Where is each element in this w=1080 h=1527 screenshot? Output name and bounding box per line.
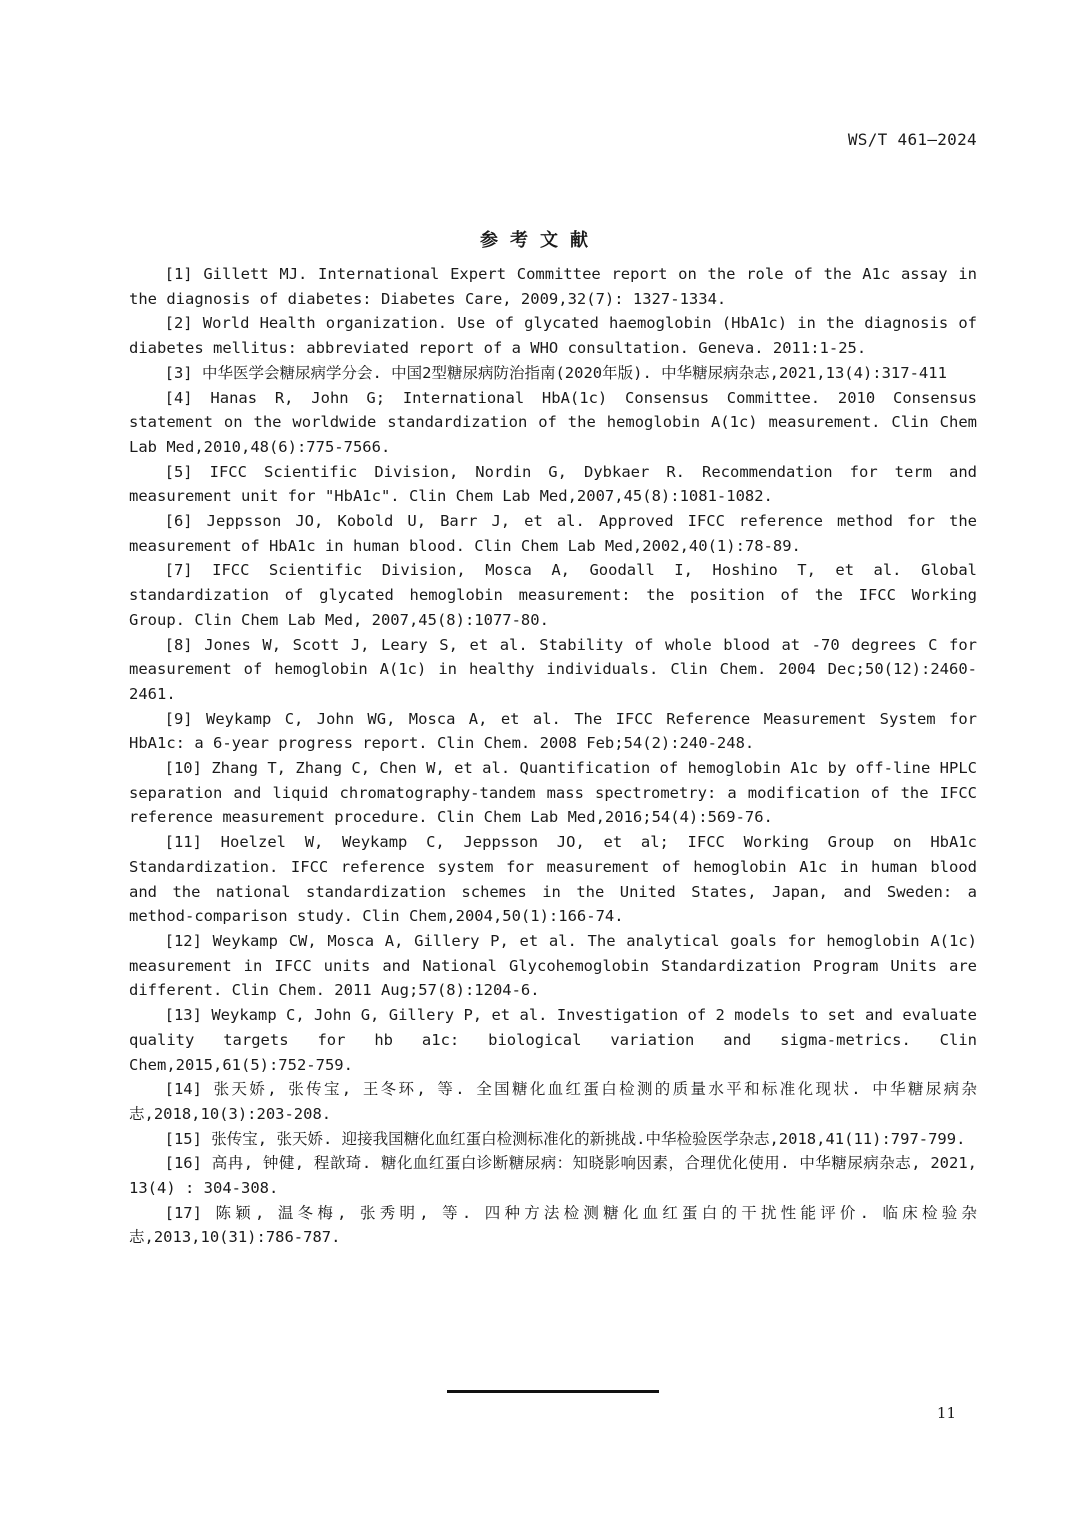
reference-item-1: [1] Gillett MJ. International Expert Committee report on the role of the A1c assay in the diagnosis of diabetes: Diabetes Care, 2009,32(7): 1327-1334.: [129, 265, 977, 308]
reference-item-8: [8] Jones W, Scott J, Leary S, et al. Stability of whole blood at -70 degrees C for measurement of hemoglobin A(1c) in healthy individuals. Clin Chem. 2004 Dec;50(12):2460-2461.: [129, 635, 977, 703]
reference-item-9: [9] Weykamp C, John WG, Mosca A, et al. The IFCC Reference Measurement System for HbA1c: a 6-year progress report. Clin Chem. 2008 Feb;54(2):240-248.: [129, 709, 977, 753]
reference-item-15: [15] 张传宝, 张天娇. 迎接我国糖化血红蛋白检测标准化的新挑战.中华检验医学杂志,2018,41(11):797-799.: [164, 1129, 966, 1148]
footer-divider: [447, 1390, 659, 1393]
reference-item-3: [3] 中华医学会糖尿病学分会. 中国2型糖尿病防治指南(2020年版). 中华糖尿病杂志,2021,13(4):317-411: [164, 363, 947, 382]
reference-item-17: [17] 陈颖, 温冬梅, 张秀明, 等. 四种方法检测糖化血红蛋白的干扰性能评价. 临床检验杂志,2013,10(31):786-787.: [129, 1203, 977, 1247]
reference-item-4: [4] Hanas R, John G; International HbA(1c) Consensus Committee. 2010 Consensus statement on the worldwide standardization of the hemoglobin A(1c) measurement. Clin Chem Lab Med,2010,48(6):775-7566.: [129, 388, 977, 456]
reference-item-12: [12] Weykamp CW, Mosca A, Gillery P, et al. The analytical goals for hemoglobin A(1c) measurement in IFCC units and National Glycohemoglobin Standardization Program Units are different. Clin Chem. 2011 Aug;57(8):1204-6.: [129, 931, 977, 1000]
reference-item-16: [16] 高冉, 钟健, 程歆琦. 糖化血红蛋白诊断糖尿病：知晓影响因素，合理优化使用. 中华糖尿病杂志, 2021, 13(4) : 304-308.: [129, 1154, 977, 1198]
reference-item-5: [5] IFCC Scientific Division, Nordin G, Dybkaer R. Recommendation for term and measurement unit for "HbA1c". Clin Chem Lab Med,2007,45(8):1081-1082.: [129, 462, 977, 506]
page-number: 11: [936, 1404, 956, 1422]
reference-item-7: [7] IFCC Scientific Division, Mosca A, Goodall I, Hoshino T, et al. Global standardization of glycated hemoglobin measurement: the position of the IFCC Working Group. Clin Chem Lab Med, 2007,45(8):1077-80.: [129, 561, 977, 629]
standard-code: WS/T 461—2024: [847, 130, 977, 149]
reference-item-11: [11] Hoelzel W, Weykamp C, Jeppsson JO, et al; IFCC Working Group on HbA1c Standardization. IFCC reference system for measurement of hemoglobin A1c in human blood and the national standardization schemes in the United States, Japan, and Sweden: a method-comparison study. Clin Chem,2004,50(1):166-74.: [129, 833, 977, 926]
reference-item-14: [14] 张天娇, 张传宝, 王冬环, 等. 全国糖化血红蛋白检测的质量水平和标准化现状. 中华糖尿病杂志,2018,10(3):203-208.: [129, 1080, 977, 1123]
reference-list: [129, 262, 977, 1250]
reference-item-6: [6] Jeppsson JO, Kobold U, Barr J, et al. Approved IFCC reference method for the measurement of HbA1c in human blood. Clin Chem Lab Med,2002,40(1):78-89.: [129, 512, 977, 555]
reference-item-10: [10] Zhang T, Zhang C, Chen W, et al. Quantification of hemoglobin A1c by off-line HPLC separation and liquid chromatography-tandem mass spectrometry: a modification of the IFCC reference measurement procedure. Clin Chem Lab Med,2016;54(4):569-76.: [129, 759, 977, 827]
reference-item-2: [2] World Health organization. Use of glycated haemoglobin (HbA1c) in the diagnosis of diabetes mellitus: abbreviated report of a WHO consultation. Geneva. 2011:1-25.: [129, 314, 977, 358]
references-heading: 参考文献: [480, 230, 600, 251]
reference-item-13: [13] Weykamp C, John G, Gillery P, et al. Investigation of 2 models to set and evaluate quality targets for hb a1c: biological variation and sigma-metrics. Clin Chem,2015,61(5):752-759.: [129, 1006, 977, 1074]
